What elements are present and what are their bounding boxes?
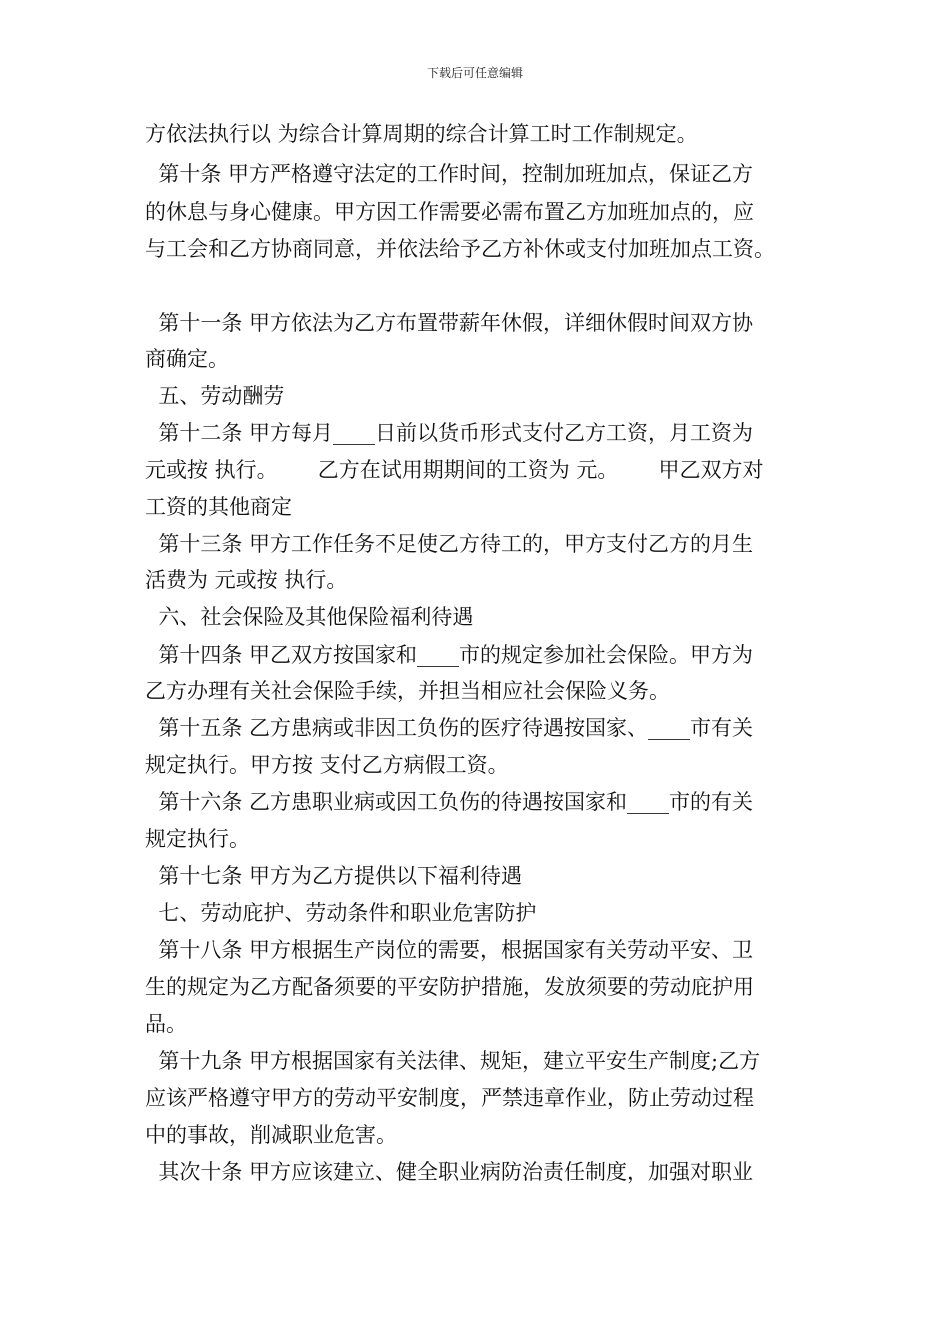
text-line: 第十条 甲方严格遵守法定的工作时间，控制加班加点，保证乙方 — [145, 162, 754, 186]
text-line: 应该严格遵守甲方的劳动平安制度，严禁违章作业，防止劳动过程 — [145, 1086, 754, 1110]
text-line: 方依法执行以 为综合计算周期的综合计算工时工作制规定。 — [145, 122, 698, 146]
text-line: 规定执行。 — [145, 827, 250, 851]
text-line: 元或按 执行。 乙方在试用期期间的工资为 元。 甲乙双方对 — [145, 458, 764, 482]
text-line: 商确定。 — [145, 347, 229, 371]
text-line: 七、劳动庇护、劳动条件和职业危害防护 — [145, 901, 537, 925]
page-header: 下载后可任意编辑 — [426, 66, 523, 80]
text-line: 第十六条 乙方患职业病或因工负伤的待遇按国家和____市的有关 — [145, 790, 754, 814]
text-line: 中的事故，削减职业危害。 — [145, 1123, 397, 1147]
text-line: 生的规定为乙方配备须要的平安防护措施，发放须要的劳动庇护用 — [145, 975, 754, 999]
text-line: 第十七条 甲方为乙方提供以下福利待遇 — [145, 864, 523, 888]
text-line: 品。 — [145, 1012, 187, 1036]
text-line: 的休息与身心健康。甲方因工作需要必需布置乙方加班加点的，应 — [145, 200, 754, 224]
text-line: 第十九条 甲方根据国家有关法律、规矩，建立平安生产制度;乙方 — [145, 1049, 761, 1073]
text-line: 六、社会保险及其他保险福利待遇 — [145, 605, 474, 629]
text-line: 第十一条 甲方依法为乙方布置带薪年休假，详细休假时间双方协 — [145, 311, 754, 335]
text-line: 第十三条 甲方工作任务不足使乙方待工的，甲方支付乙方的月生 — [145, 532, 754, 556]
text-line: 规定执行。甲方按 支付乙方病假工资。 — [145, 753, 509, 777]
text-line: 工资的其他商定 — [145, 495, 292, 519]
text-line: 第十八条 甲方根据生产岗位的需要，根据国家有关劳动平安、卫 — [145, 938, 754, 962]
text-line: 五、劳动酬劳 — [145, 384, 285, 408]
text-line: 活费为 元或按 执行。 — [145, 568, 348, 592]
text-line: 第十二条 甲方每月____日前以货币形式支付乙方工资，月工资为 — [145, 421, 754, 445]
text-line: 乙方办理有关社会保险手续，并担当相应社会保险义务。 — [145, 679, 670, 703]
text-line: 其次十条 甲方应该建立、健全职业病防治责任制度，加强对职业 — [145, 1160, 754, 1184]
text-line: 第十五条 乙方患病或非因工负伤的医疗待遇按国家、____市有关 — [145, 716, 754, 740]
text-line: 与工会和乙方协商同意，并依法给予乙方补休或支付加班加点工资。 — [145, 237, 775, 261]
text-line: 第十四条 甲乙双方按国家和____市的规定参加社会保险。甲方为 — [145, 643, 754, 667]
